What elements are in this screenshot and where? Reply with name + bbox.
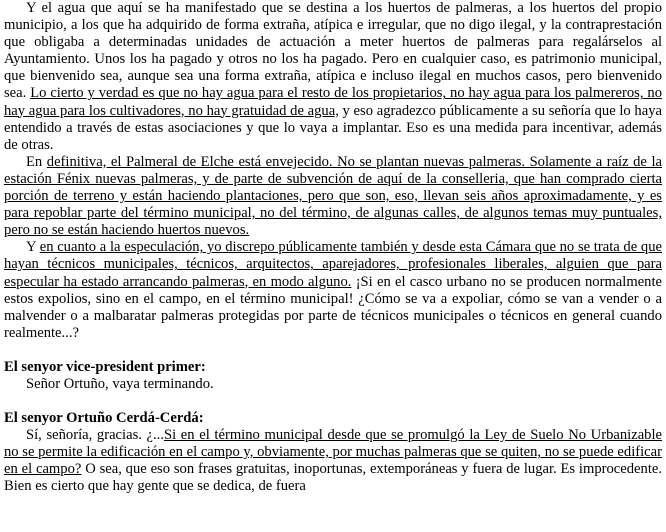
- paragraph-palmeral: [4, 154, 662, 239]
- speech-ortuno-text-2: O sea, que eso son frases gratuitas, inoportunas, extemporáneas y fuera de lugar. Es improcedente. Bien es cierto que hay gente que se dedica, de fuera: [4, 461, 663, 495]
- document-page: [4, 0, 662, 496]
- speaker-ortuno: El senyor Ortuño Cerdá-Cerdá:: [4, 410, 204, 427]
- paragraph-water-text-2: y eso agradezco públicamente a su señoría que lo haya entendido a través de estas asociaciones y que lo vaya a implantar. Eso es una medida para incentivar, además de otras.: [4, 102, 662, 153]
- paragraph-speculation-underlined: en cuanto a la especulación, yo discrepo públicamente también y desde esta Cámara que no se trata de que hayan técnicos municipales, técnicos, arquitectos, aparejadores, profesionales liberales, alguien que para especular ha estado arrancando palmeras, en modo alguno.: [4, 239, 662, 290]
- paragraph-speculation-text-1: Y: [26, 239, 40, 256]
- paragraph-speculation-text-2: ¡Si en el casco urbano no se producen normalmente estos expolios, sino en el campo, en el término municipal! ¿Cómo se va a expoliar, cómo se van a vender o a malvender o a malbaratar palmeras protegidas por parte de técnicos municipales o técnicos en general cuando realmente...?: [4, 273, 663, 341]
- paragraph-palmeral-underlined: definitiva, el Palmeral de Elche está envejecido. No se plantan nuevas palmeras. Solamente a raíz de la estación Fénix nuevas palmeras, y de parte de subvención de aquí de la conselleria, que han comprado cierta porción de terreno y están haciendo plantaciones, pero que son, eso, llevan seis años aproximadamente, y es para repoblar parte del término municipal, no del término, de algunas calles, de algunos temas muy puntuales, pero no se están haciendo huertos nuevos.: [4, 153, 662, 239]
- paragraph-speculation: [4, 239, 662, 342]
- paragraph-palmeral-text-1: En: [26, 153, 47, 170]
- spacer: [4, 393, 662, 410]
- speech-ortuno-underlined: Si en el término municipal desde que se promulgó la Ley de Suelo No Urbanizable no se permite la edificación en el campo y, obviamente, por muchas palmeras que se quiten, no se puede edificar en el campo?: [4, 427, 662, 478]
- speaker-vice-president: El senyor vice-president primer:: [4, 358, 206, 375]
- speech-ortuno: [4, 427, 662, 495]
- paragraph-water-text-1: Y el agua que aquí se ha manifestado que se destina a los huertos de palmeras, a los huertos del propio municipio, a los que ha adquirido de forma extraña, atípica e irregular, que no digo ilegal, y la contraprestación que obligaba a determinadas unidades de actuación a meter huertos de palmeras para regalárselos al Ayuntamiento. Unos los ha pagado y otros no los ha pagado. Pero en cualquier caso, es patrimonio municipal, que bienvenido sea, aunque sea una forma extraña, atípica e incluso ilegal en muchos casos, pero bienvenido sea.: [4, 0, 662, 102]
- paragraph-water: [4, 0, 662, 154]
- speech-ortuno-text-1: Sí, señoría, gracias. ¿...: [26, 427, 164, 444]
- spacer: [4, 342, 662, 359]
- speech-vice-president: Señor Ortuño, vaya terminando.: [26, 375, 214, 392]
- paragraph-water-underlined: Lo cierto y verdad es que no hay agua para el resto de los propietarios, no hay agua para los palmereros, no hay agua para los cultivadores, no hay gratuidad de agua,: [4, 85, 662, 119]
